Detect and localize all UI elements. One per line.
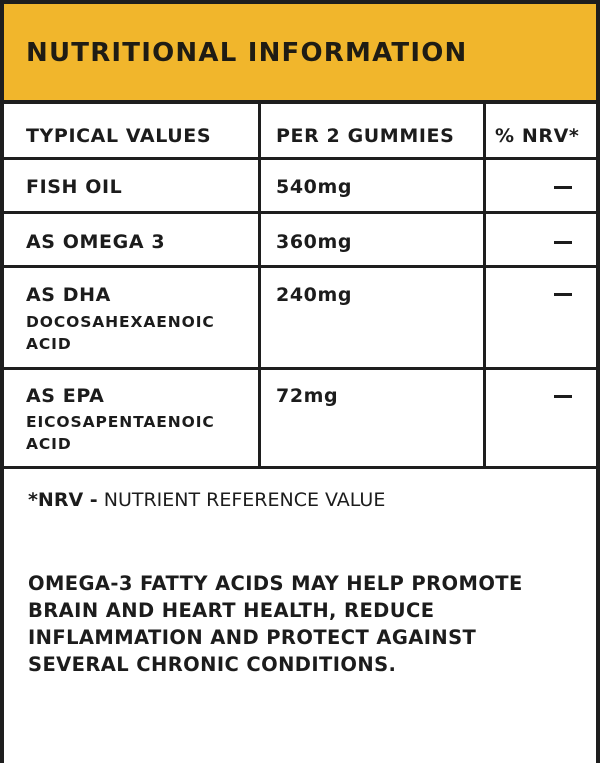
row-divider	[4, 211, 596, 214]
footnote-term: *NRV -	[28, 489, 98, 511]
row-omega3-amount: 360mg	[276, 231, 353, 253]
row-divider	[4, 157, 596, 160]
panel-title: NUTRITIONAL INFORMATION	[26, 38, 468, 68]
header-nrv: % NRV*	[495, 125, 580, 147]
header-band	[4, 4, 596, 104]
row-dha-name: AS DHA	[26, 284, 111, 306]
row-fish-oil-amount: 540mg	[276, 176, 353, 198]
row-epa-subname-1: EICOSAPENTAENOIC	[26, 413, 215, 431]
row-dha-nrv-dash	[554, 293, 572, 296]
row-divider	[4, 265, 596, 268]
row-divider	[4, 367, 596, 370]
health-claim: OMEGA-3 FATTY ACIDS MAY HELP PROMOTE BRAIN AND HEART HEALTH, REDUCE INFLAMMATION AND PROTECT AGAINST SEVERAL CHRONIC CONDITIONS.	[28, 572, 523, 676]
row-divider	[4, 466, 596, 469]
row-dha-amount: 240mg	[276, 284, 353, 306]
header-typical-values: TYPICAL VALUES	[26, 125, 212, 147]
row-omega3-nrv-dash	[554, 241, 572, 244]
footnote-text: NUTRIENT REFERENCE VALUE	[103, 489, 386, 511]
row-epa-amount: 72mg	[276, 385, 339, 407]
row-epa-nrv-dash	[554, 395, 572, 398]
row-dha-subname-1: DOCOSAHEXAENOIC	[26, 313, 215, 331]
column-divider	[258, 104, 261, 468]
column-divider	[483, 104, 486, 468]
row-fish-oil-name: FISH OIL	[26, 176, 123, 198]
header-per-2-gummies: PER 2 GUMMIES	[276, 125, 455, 147]
nrv-footnote	[28, 489, 385, 511]
row-omega3-name: AS OMEGA 3	[26, 231, 166, 253]
row-fish-oil-nrv-dash	[554, 186, 572, 189]
row-epa-subname-2: ACID	[26, 435, 72, 453]
row-epa-name: AS EPA	[26, 385, 105, 407]
row-dha-subname-2: ACID	[26, 335, 72, 353]
